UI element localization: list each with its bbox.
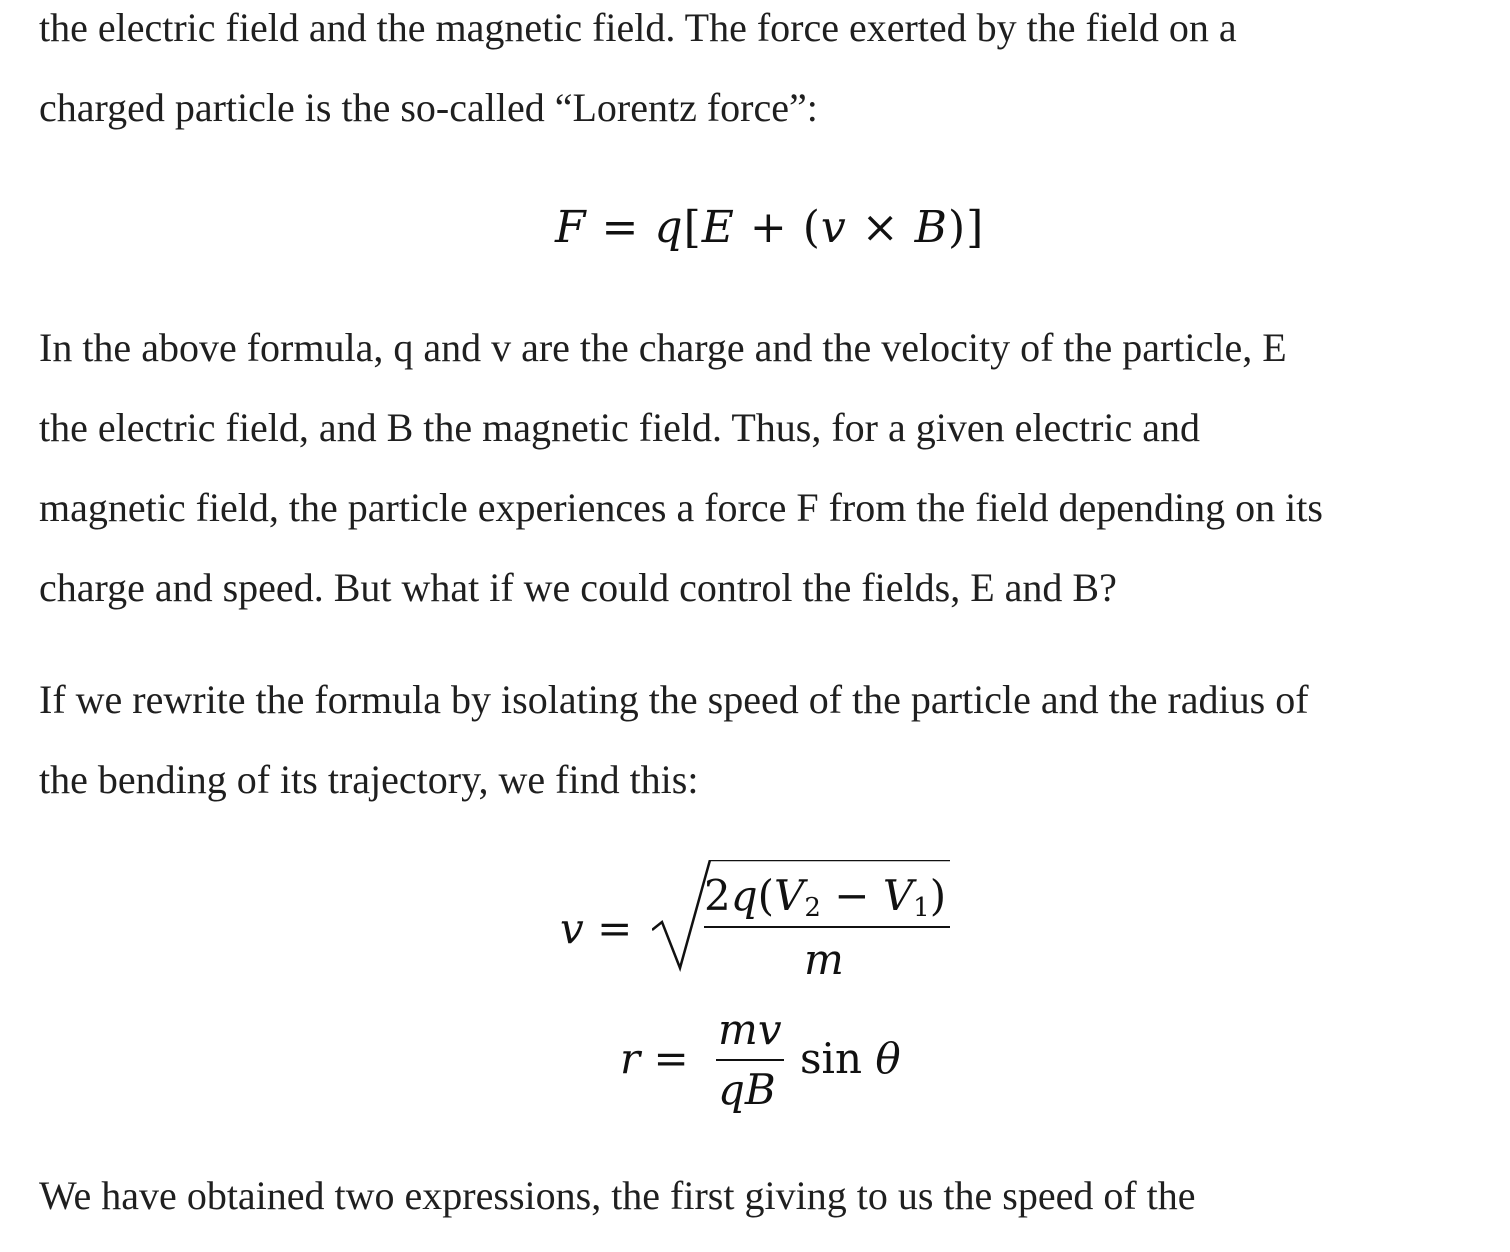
math-symbol: v [757, 1005, 782, 1054]
paragraph-conclusion [39, 1156, 1479, 1236]
fraction-denominator: m [804, 935, 844, 984]
lorentz-force-equation [555, 198, 984, 258]
math-symbol: q [718, 1065, 745, 1114]
math-operator: = [601, 202, 640, 253]
text-line: We have obtained two expressions, the first giving to us the speed of the [39, 1173, 1196, 1218]
math-bracket: [ [683, 202, 702, 253]
math-symbol: q [654, 202, 684, 253]
velocity-lhs [560, 904, 632, 954]
text-line: the electric field and the magnetic field. The force exerted by the field on a [39, 5, 1237, 50]
math-paren: ( [802, 202, 821, 253]
text-line: charge and speed. But what if we could control the fields, E and B? [39, 565, 1117, 610]
math-symbol: B [744, 1065, 776, 1114]
math-symbol: F [555, 202, 587, 253]
math-paren: ( [757, 871, 775, 920]
math-number: 2 [704, 871, 731, 920]
fraction-bar [716, 1059, 784, 1061]
text-line: In the above formula, q and v are the charge and the velocity of the particle, E [39, 325, 1287, 370]
text-line: charged particle is the so-called “Lorentz force”: [39, 85, 818, 130]
math-paren: ) [948, 202, 967, 253]
math-bracket: ] [966, 202, 985, 253]
paragraph-explanation [39, 308, 1479, 628]
math-symbol: V [882, 871, 914, 920]
math-paren: ) [929, 871, 947, 920]
math-operator: = [597, 904, 633, 953]
math-symbol: v [820, 202, 847, 253]
fraction-denominator [718, 1066, 776, 1114]
math-symbol: q [730, 871, 758, 920]
math-operator: − [834, 871, 870, 920]
text-line: the electric field, and B the magnetic field. Thus, for a given electric and [39, 405, 1201, 450]
fraction-numerator [704, 870, 946, 934]
fraction-bar [704, 926, 950, 928]
paragraph-intro [39, 0, 1479, 148]
math-operator: = [653, 1034, 689, 1083]
math-function: sin [800, 1034, 863, 1083]
velocity-equation [560, 860, 980, 984]
math-subscript: 2 [804, 893, 821, 923]
text-line: magnetic field, the particle experiences a force F from the field depending on its [39, 485, 1323, 530]
math-operator: + [749, 202, 788, 253]
math-symbol: B [914, 202, 948, 253]
text-line: the bending of its trajectory, we find this: [39, 757, 699, 802]
paragraph-rewrite [39, 660, 1479, 820]
fraction-numerator [718, 1006, 782, 1054]
sine-term [800, 1034, 901, 1084]
math-symbol: θ [875, 1034, 901, 1083]
math-symbol: E [701, 202, 735, 253]
math-symbol: r [620, 1034, 641, 1083]
radius-equation [620, 1006, 940, 1126]
math-symbol: V [774, 871, 805, 920]
math-symbol: m [718, 1005, 758, 1054]
math-subscript: 1 [913, 893, 930, 923]
radius-lhs [620, 1034, 689, 1084]
math-symbol: v [560, 904, 584, 953]
math-operator: × [861, 202, 900, 253]
text-line: If we rewrite the formula by isolating the speed of the particle and the radius of [39, 677, 1309, 722]
